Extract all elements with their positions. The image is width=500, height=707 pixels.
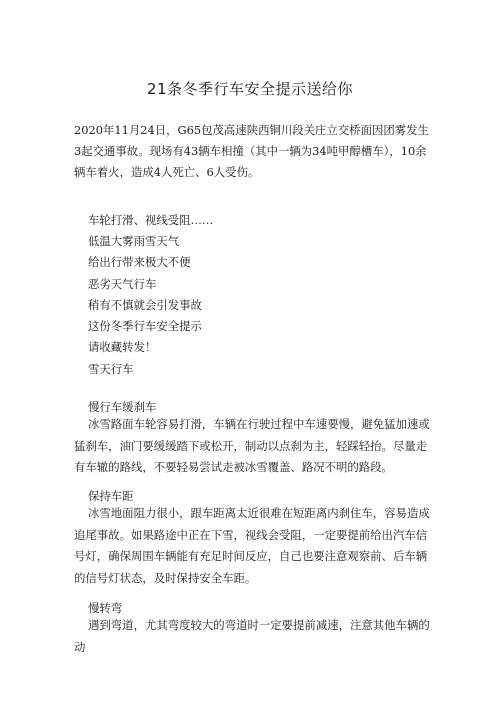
item-body: 遇到弯道，尤其弯度较大的弯道时一定要提前减速，注意其他车辆的动 xyxy=(74,618,430,654)
page-title: 21条冬季行车安全提示送给你 xyxy=(146,80,354,98)
verse-line: 稍有不慎就会引发事故 xyxy=(88,297,202,312)
item-body: 冰雪路面车轮容易打滑，车辆在行驶过程中车速要慢，避免猛加速或猛刹车，油门要缓缓踏下或松开，制动以点刹为主，轻踩轻抬。尽量走有车辙的路线，不要轻易尝试走被冰雪覆盖、路况不明的路段。 xyxy=(74,417,430,474)
verse-line: 这份冬季行车安全提示 xyxy=(88,319,202,334)
section-heading: 雪天行车 xyxy=(88,362,134,376)
verse-line: 给出行带来极大不便 xyxy=(88,255,191,270)
intro-paragraph: 2020年11月24日，G65包茂高速陕西铜川段关庄立交桥面因团雾发生3起交通事故。现场有43辆车相撞（其中一辆为34吨甲醇槽车），10余辆车着火，造成4人死亡、6人受伤。 xyxy=(74,123,429,179)
item-body: 冰雪地面阻力很小，跟车距离太近很难在短距离内刹住车，容易造成追尾事故。如果路途中正在下雪，视线会受阻，一定要提前给出汽车信号灯，确保周围车辆能有充足时间反应，自己也要注意观察前、后车辆的信号灯状态，及时保持安全车距。 xyxy=(74,506,430,585)
item-heading: 保持车距 xyxy=(88,489,134,503)
intro-verse xyxy=(88,210,428,358)
item-heading: 慢转弯 xyxy=(88,601,123,615)
item-heading: 慢行车缓刹车 xyxy=(88,400,157,414)
verse-line: 低温大雾雨雪天气 xyxy=(88,234,180,249)
verse-line: 请收藏转发！ xyxy=(88,340,157,355)
verse-line: 恶劣天气行车 xyxy=(88,276,157,291)
verse-line: 车轮打滑、视线受阻…… xyxy=(88,213,214,227)
